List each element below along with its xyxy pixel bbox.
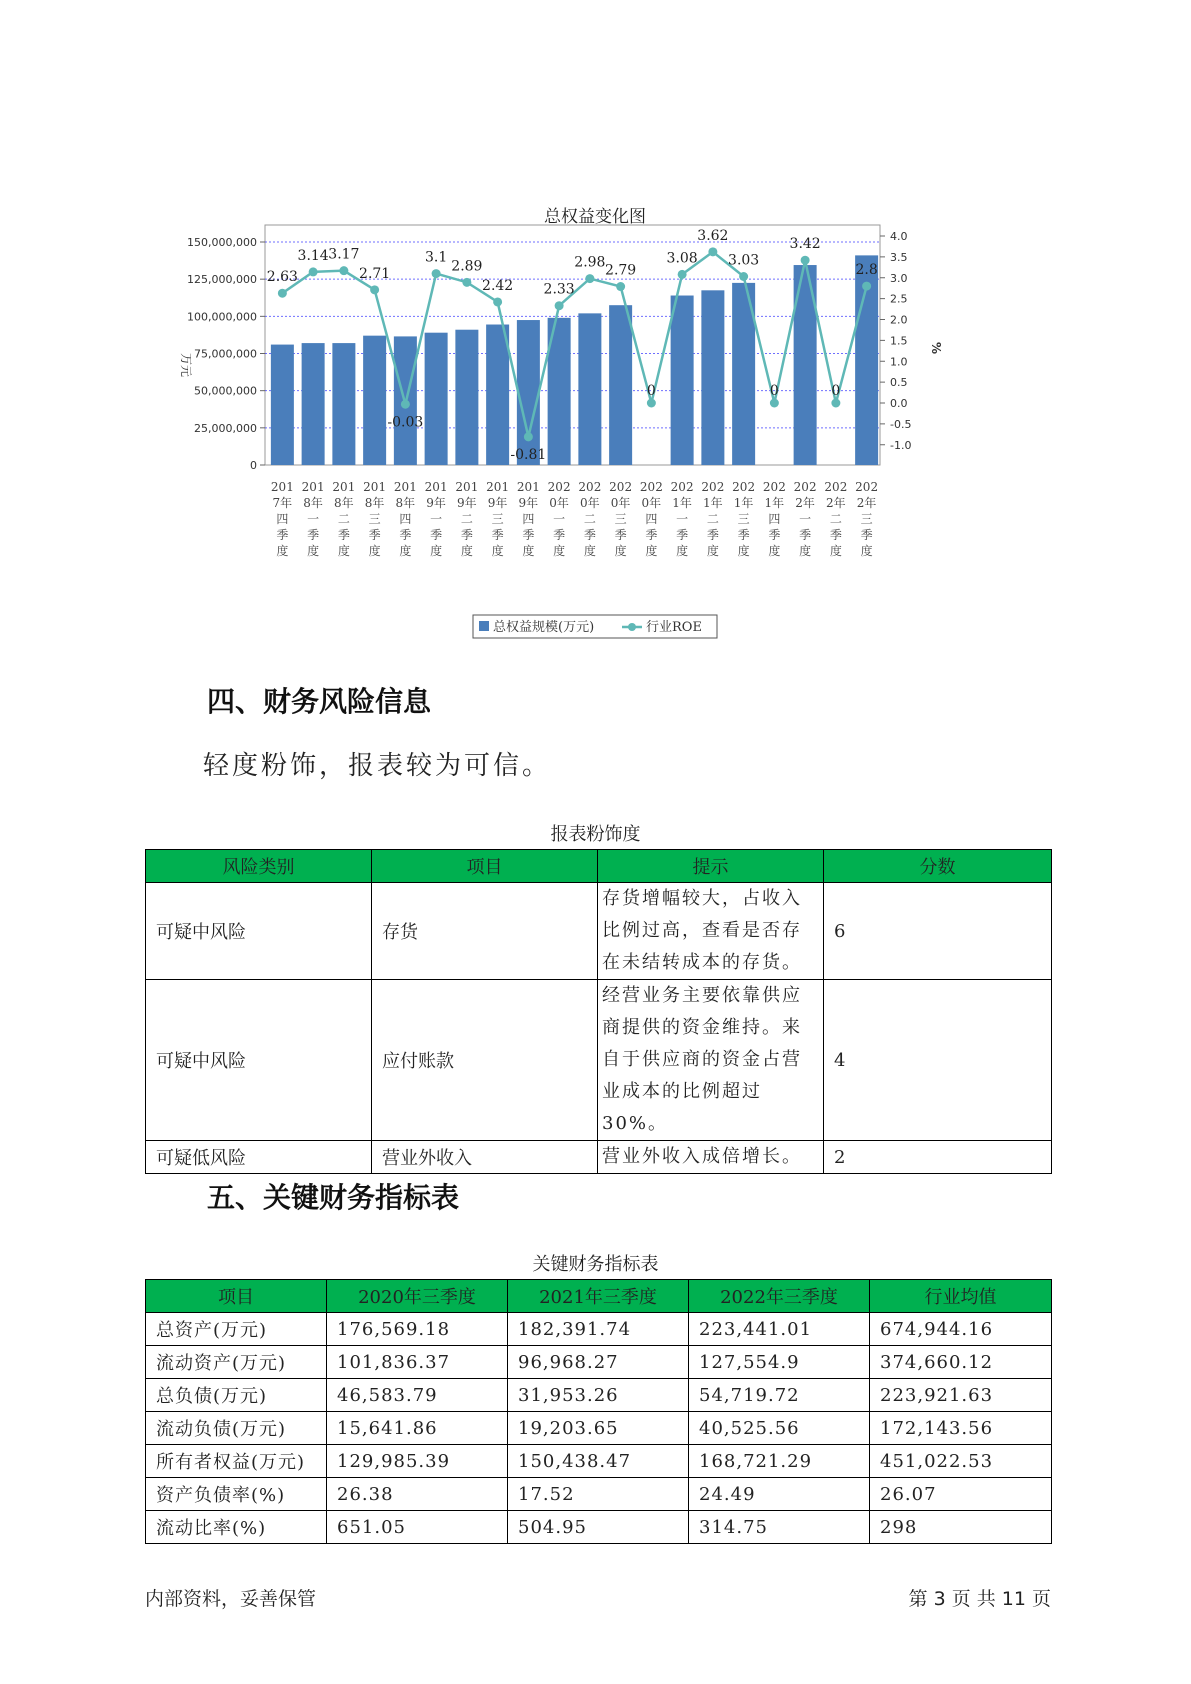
x-tick-label: 度 bbox=[860, 544, 873, 558]
table-row bbox=[146, 1445, 1052, 1478]
risk-category: 可疑中风险 bbox=[146, 980, 372, 1141]
x-tick-label: 一 bbox=[553, 512, 566, 526]
x-tick-label: 三 bbox=[491, 512, 504, 526]
right-tick-label: 4.0 bbox=[890, 230, 908, 243]
roe-point bbox=[770, 399, 779, 408]
kpi-value: 651.05 bbox=[327, 1511, 508, 1544]
x-tick-label: 202 bbox=[793, 480, 817, 494]
bar bbox=[701, 290, 724, 465]
roe-point bbox=[524, 432, 533, 441]
x-tick-label: 2年 bbox=[856, 496, 877, 510]
header-cell: 分数 bbox=[824, 850, 1052, 883]
left-tick-label: 125,000,000 bbox=[187, 273, 257, 287]
x-tick-label: 202 bbox=[732, 480, 756, 494]
legend-bar-swatch bbox=[479, 621, 489, 631]
x-tick-label: 季 bbox=[583, 528, 596, 542]
kpi-value: 24.49 bbox=[689, 1478, 870, 1511]
x-tick-label: 季 bbox=[676, 528, 689, 542]
header-cell: 行业均值 bbox=[870, 1280, 1052, 1313]
x-tick-label: 201 bbox=[516, 480, 540, 494]
x-tick-label: 季 bbox=[307, 528, 320, 542]
x-tick-label: 三 bbox=[614, 512, 627, 526]
bar bbox=[486, 325, 509, 465]
x-tick-label: 度 bbox=[737, 544, 750, 558]
roe-data-label: 3.14 bbox=[297, 247, 329, 264]
risk-item: 存货 bbox=[372, 883, 598, 980]
x-tick-label: 三 bbox=[860, 512, 873, 526]
kpi-value: 26.38 bbox=[327, 1478, 508, 1511]
kpi-value: 223,441.01 bbox=[689, 1313, 870, 1346]
x-tick-label: 度 bbox=[799, 544, 812, 558]
x-tick-label: 度 bbox=[399, 544, 412, 558]
legend-bar-label: 总权益规模(万元) bbox=[493, 620, 595, 635]
right-tick-label: 1.5 bbox=[890, 334, 908, 348]
header-cell: 风险类别 bbox=[146, 850, 372, 883]
risk-hint: 经营业务主要依靠供应商提供的资金维持。来自于供应商的资金占营业成本的比例超过30%。 bbox=[598, 980, 824, 1141]
x-tick-label: 度 bbox=[829, 544, 842, 558]
kpi-value: 26.07 bbox=[870, 1478, 1052, 1511]
bar bbox=[363, 336, 386, 465]
x-tick-label: 度 bbox=[307, 544, 320, 558]
bar bbox=[609, 305, 632, 465]
x-tick-label: 季 bbox=[799, 528, 812, 542]
x-tick-label: 度 bbox=[430, 544, 443, 558]
roe-point bbox=[862, 282, 871, 291]
kpi-item-label: 总负债(万元) bbox=[146, 1379, 327, 1412]
x-tick-label: 201 bbox=[424, 480, 448, 494]
kpi-value: 54,719.72 bbox=[689, 1379, 870, 1412]
right-tick-label: 2.0 bbox=[890, 313, 908, 327]
roe-point bbox=[708, 247, 717, 256]
kpi-value: 674,944.16 bbox=[870, 1313, 1052, 1346]
bar bbox=[455, 330, 478, 465]
x-tick-label: 季 bbox=[768, 528, 781, 542]
right-tick-label: -1.0 bbox=[890, 438, 912, 452]
kpi-item-label: 所有者权益(万元) bbox=[146, 1445, 327, 1478]
bar bbox=[302, 343, 325, 465]
kpi-value: 19,203.65 bbox=[508, 1412, 689, 1445]
kpi-value: 182,391.74 bbox=[508, 1313, 689, 1346]
chart-canvas bbox=[170, 195, 1020, 645]
kpi-table bbox=[145, 1279, 1052, 1544]
left-tick-label: 75,000,000 bbox=[194, 347, 257, 361]
x-tick-label: 0年 bbox=[610, 496, 631, 510]
roe-point bbox=[555, 301, 564, 310]
risk-score: 6 bbox=[824, 883, 1052, 980]
table-row bbox=[146, 1511, 1052, 1544]
x-tick-label: 四 bbox=[768, 512, 781, 526]
x-tick-label: 度 bbox=[368, 544, 381, 558]
x-tick-label: 季 bbox=[522, 528, 535, 542]
bar bbox=[578, 313, 601, 465]
kpi-value: 298 bbox=[870, 1511, 1052, 1544]
risk-item: 应付账款 bbox=[372, 980, 598, 1141]
x-tick-label: 201 bbox=[486, 480, 510, 494]
kpi-value: 168,721.29 bbox=[689, 1445, 870, 1478]
roe-data-label: 2.98 bbox=[574, 254, 606, 271]
x-tick-label: 9年 bbox=[487, 496, 508, 510]
risk-table-header bbox=[146, 850, 1052, 883]
kpi-value: 223,921.63 bbox=[870, 1379, 1052, 1412]
kpi-value: 17.52 bbox=[508, 1478, 689, 1511]
roe-data-label: 3.08 bbox=[666, 250, 698, 267]
x-tick-label: 度 bbox=[460, 544, 473, 558]
x-tick-label: 二 bbox=[460, 512, 473, 526]
kpi-value: 15,641.86 bbox=[327, 1412, 508, 1445]
roe-point bbox=[462, 278, 471, 287]
roe-data-label: 2.79 bbox=[605, 262, 637, 279]
section4-heading: 四、财务风险信息 bbox=[207, 685, 432, 718]
risk-score: 4 bbox=[824, 980, 1052, 1141]
x-tick-label: 201 bbox=[301, 480, 325, 494]
x-tick-label: 202 bbox=[670, 480, 694, 494]
right-axis-label: % bbox=[929, 342, 943, 355]
footer-confidential-note: 内部资料，妥善保管 bbox=[145, 1588, 317, 1610]
table-row bbox=[146, 1141, 1052, 1174]
roe-data-label: 3.1 bbox=[424, 249, 448, 266]
kpi-item-label: 资产负债率(%) bbox=[146, 1478, 327, 1511]
header-cell: 2021年三季度 bbox=[508, 1280, 689, 1313]
x-tick-label: 三 bbox=[737, 512, 750, 526]
x-tick-label: 四 bbox=[522, 512, 535, 526]
x-tick-label: 201 bbox=[332, 480, 356, 494]
kpi-value: 127,554.9 bbox=[689, 1346, 870, 1379]
table-row bbox=[146, 1346, 1052, 1379]
kpi-table-caption: 关键财务指标表 bbox=[532, 1254, 659, 1275]
x-tick-label: 1年 bbox=[703, 496, 723, 510]
x-tick-label: 1年 bbox=[733, 496, 754, 510]
bar bbox=[425, 333, 448, 465]
x-tick-label: 季 bbox=[860, 528, 873, 542]
right-tick-label: 3.5 bbox=[890, 250, 908, 264]
x-tick-label: 四 bbox=[276, 512, 289, 526]
x-tick-label: 8年 bbox=[395, 496, 416, 510]
kpi-value: 96,968.27 bbox=[508, 1346, 689, 1379]
x-tick-label: 0年 bbox=[549, 496, 569, 510]
x-tick-label: 1年 bbox=[764, 496, 785, 510]
risk-table bbox=[145, 849, 1052, 1174]
kpi-value: 176,569.18 bbox=[327, 1313, 508, 1346]
roe-point bbox=[616, 282, 625, 291]
roe-point bbox=[831, 399, 840, 408]
bar bbox=[332, 343, 355, 465]
roe-point bbox=[739, 272, 748, 281]
x-tick-label: 二 bbox=[337, 512, 350, 526]
kpi-value: 129,985.39 bbox=[327, 1445, 508, 1478]
x-tick-label: 9年 bbox=[518, 496, 539, 510]
risk-summary-text: 轻度粉饰，报表较为可信。 bbox=[203, 751, 552, 781]
roe-point bbox=[493, 297, 502, 306]
x-tick-label: 度 bbox=[706, 544, 719, 558]
x-tick-label: 202 bbox=[609, 480, 633, 494]
kpi-item-label: 流动资产(万元) bbox=[146, 1346, 327, 1379]
x-tick-label: 季 bbox=[460, 528, 473, 542]
roe-data-label: 2.42 bbox=[482, 277, 514, 294]
x-tick-label: 7年 bbox=[272, 496, 293, 510]
x-tick-label: 0年 bbox=[641, 496, 662, 510]
x-tick-label: 季 bbox=[491, 528, 504, 542]
x-tick-label: 季 bbox=[430, 528, 443, 542]
table-row bbox=[146, 1412, 1052, 1445]
x-tick-label: 201 bbox=[363, 480, 387, 494]
x-tick-label: 三 bbox=[368, 512, 381, 526]
x-tick-label: 2年 bbox=[826, 496, 846, 510]
roe-data-label: 3.03 bbox=[728, 252, 760, 269]
x-tick-label: 度 bbox=[276, 544, 289, 558]
kpi-item-label: 流动负债(万元) bbox=[146, 1412, 327, 1445]
x-tick-label: 季 bbox=[276, 528, 289, 542]
kpi-table-body bbox=[146, 1313, 1052, 1544]
legend-line-marker bbox=[628, 623, 636, 631]
roe-data-label: 0 bbox=[769, 383, 779, 399]
x-tick-label: 9年 bbox=[426, 496, 446, 510]
roe-data-label: 2.8 bbox=[855, 262, 878, 279]
x-tick-label: 一 bbox=[430, 512, 443, 526]
header-cell: 提示 bbox=[598, 850, 824, 883]
x-tick-label: 二 bbox=[829, 512, 842, 526]
x-tick-label: 季 bbox=[337, 528, 350, 542]
x-tick-label: 201 bbox=[455, 480, 479, 494]
table-row bbox=[146, 1313, 1052, 1346]
x-tick-label: 季 bbox=[829, 528, 842, 542]
roe-data-label: 2.71 bbox=[359, 265, 391, 282]
roe-data-label: -0.03 bbox=[387, 414, 424, 431]
x-tick-label: 度 bbox=[522, 544, 535, 558]
roe-data-label: 3.17 bbox=[328, 246, 360, 263]
x-tick-label: 202 bbox=[639, 480, 663, 494]
roe-data-label: 3.62 bbox=[697, 227, 729, 244]
kpi-value: 150,438.47 bbox=[508, 1445, 689, 1478]
kpi-value: 40,525.56 bbox=[689, 1412, 870, 1445]
kpi-value: 172,143.56 bbox=[870, 1412, 1052, 1445]
table-row bbox=[146, 883, 1052, 980]
roe-data-label: 2.33 bbox=[543, 281, 575, 298]
left-tick-label: 0 bbox=[250, 459, 257, 472]
x-tick-label: 201 bbox=[270, 480, 294, 494]
x-tick-label: 四 bbox=[645, 512, 658, 526]
x-tick-label: 四 bbox=[399, 512, 412, 526]
risk-score: 2 bbox=[824, 1141, 1052, 1174]
roe-point bbox=[370, 285, 379, 294]
roe-data-label: 3.42 bbox=[789, 236, 821, 253]
roe-point bbox=[647, 399, 656, 408]
equity-chart bbox=[170, 195, 1020, 645]
x-tick-label: 季 bbox=[645, 528, 658, 542]
roe-point bbox=[339, 266, 348, 275]
x-tick-label: 季 bbox=[614, 528, 627, 542]
header-cell: 项目 bbox=[146, 1280, 327, 1313]
left-tick-label: 150,000,000 bbox=[187, 236, 257, 249]
x-tick-label: 度 bbox=[337, 544, 350, 558]
bar bbox=[671, 296, 694, 465]
kpi-value: 314.75 bbox=[689, 1511, 870, 1544]
x-tick-label: 202 bbox=[578, 480, 602, 494]
kpi-item-label: 总资产(万元) bbox=[146, 1313, 327, 1346]
x-tick-label: 202 bbox=[824, 480, 848, 494]
header-cell: 2020年三季度 bbox=[327, 1280, 508, 1313]
risk-category: 可疑中风险 bbox=[146, 883, 372, 980]
risk-table-caption: 报表粉饰度 bbox=[550, 824, 641, 845]
kpi-value: 504.95 bbox=[508, 1511, 689, 1544]
risk-item: 营业外收入 bbox=[372, 1141, 598, 1174]
x-tick-label: 2年 bbox=[795, 496, 815, 510]
x-tick-label: 度 bbox=[768, 544, 781, 558]
table-row bbox=[146, 1379, 1052, 1412]
right-tick-label: 1.0 bbox=[890, 355, 908, 369]
roe-point bbox=[401, 400, 410, 409]
x-tick-label: 9年 bbox=[457, 496, 477, 510]
roe-point bbox=[309, 267, 318, 276]
roe-point bbox=[278, 289, 287, 298]
x-tick-label: 8年 bbox=[334, 496, 354, 510]
page-number: 第 3 页 共 11 页 bbox=[908, 1588, 1051, 1610]
roe-data-label: -0.81 bbox=[510, 446, 547, 463]
roe-data-label: 2.63 bbox=[266, 269, 298, 286]
right-tick-label: 3.0 bbox=[890, 271, 908, 285]
section5-heading: 五、关键财务指标表 bbox=[207, 1181, 460, 1214]
left-axis-label: 万元 bbox=[179, 353, 193, 378]
header-cell: 2022年三季度 bbox=[689, 1280, 870, 1313]
x-tick-label: 度 bbox=[553, 544, 566, 558]
x-tick-label: 一 bbox=[676, 512, 689, 526]
risk-category: 可疑低风险 bbox=[146, 1141, 372, 1174]
x-tick-label: 度 bbox=[491, 544, 504, 558]
table-row bbox=[146, 980, 1052, 1141]
legend-line-label: 行业ROE bbox=[646, 620, 702, 635]
x-tick-label: 季 bbox=[737, 528, 750, 542]
x-tick-label: 8年 bbox=[303, 496, 323, 510]
roe-point bbox=[585, 274, 594, 283]
right-tick-label: 2.5 bbox=[890, 292, 908, 306]
x-tick-label: 季 bbox=[553, 528, 566, 542]
bar bbox=[271, 345, 294, 465]
x-tick-label: 度 bbox=[645, 544, 658, 558]
chart-title: 总权益变化图 bbox=[544, 207, 646, 227]
kpi-value: 31,953.26 bbox=[508, 1379, 689, 1412]
roe-data-label: 2.89 bbox=[451, 258, 483, 275]
x-tick-label: 202 bbox=[547, 480, 571, 494]
kpi-value: 451,022.53 bbox=[870, 1445, 1052, 1478]
x-tick-label: 季 bbox=[368, 528, 381, 542]
roe-point bbox=[432, 269, 441, 278]
roe-point bbox=[801, 256, 810, 265]
header-cell: 项目 bbox=[372, 850, 598, 883]
left-tick-label: 100,000,000 bbox=[187, 310, 257, 324]
risk-hint: 存货增幅较大，占收入比例过高，查看是否存在未结转成本的存货。 bbox=[598, 883, 824, 980]
x-tick-label: 202 bbox=[855, 480, 879, 494]
right-tick-label: 0.0 bbox=[890, 397, 908, 410]
x-tick-label: 一 bbox=[799, 512, 812, 526]
x-tick-label: 1年 bbox=[672, 496, 692, 510]
left-tick-label: 25,000,000 bbox=[194, 421, 257, 435]
x-tick-label: 度 bbox=[614, 544, 627, 558]
kpi-value: 374,660.12 bbox=[870, 1346, 1052, 1379]
left-tick-label: 50,000,000 bbox=[194, 384, 257, 398]
kpi-value: 101,836.37 bbox=[327, 1346, 508, 1379]
x-tick-label: 202 bbox=[762, 480, 786, 494]
x-tick-label: 二 bbox=[583, 512, 596, 526]
x-tick-label: 二 bbox=[706, 512, 719, 526]
roe-data-label: 0 bbox=[646, 383, 656, 399]
roe-point bbox=[678, 270, 687, 279]
x-tick-label: 202 bbox=[701, 480, 725, 494]
roe-data-label: 0 bbox=[831, 383, 841, 399]
bar bbox=[517, 320, 540, 465]
right-tick-label: 0.5 bbox=[890, 376, 908, 390]
x-tick-label: 度 bbox=[676, 544, 689, 558]
risk-hint: 营业外收入成倍增长。 bbox=[598, 1141, 824, 1174]
x-tick-label: 季 bbox=[706, 528, 719, 542]
x-tick-label: 201 bbox=[393, 480, 417, 494]
x-tick-label: 季 bbox=[399, 528, 412, 542]
kpi-value: 46,583.79 bbox=[327, 1379, 508, 1412]
kpi-table-header bbox=[146, 1280, 1052, 1313]
kpi-item-label: 流动比率(%) bbox=[146, 1511, 327, 1544]
x-tick-label: 度 bbox=[583, 544, 596, 558]
table-row bbox=[146, 1478, 1052, 1511]
right-tick-label: -0.5 bbox=[890, 417, 912, 431]
x-tick-label: 一 bbox=[307, 512, 320, 526]
x-tick-label: 8年 bbox=[364, 496, 385, 510]
x-tick-label: 0年 bbox=[580, 496, 600, 510]
